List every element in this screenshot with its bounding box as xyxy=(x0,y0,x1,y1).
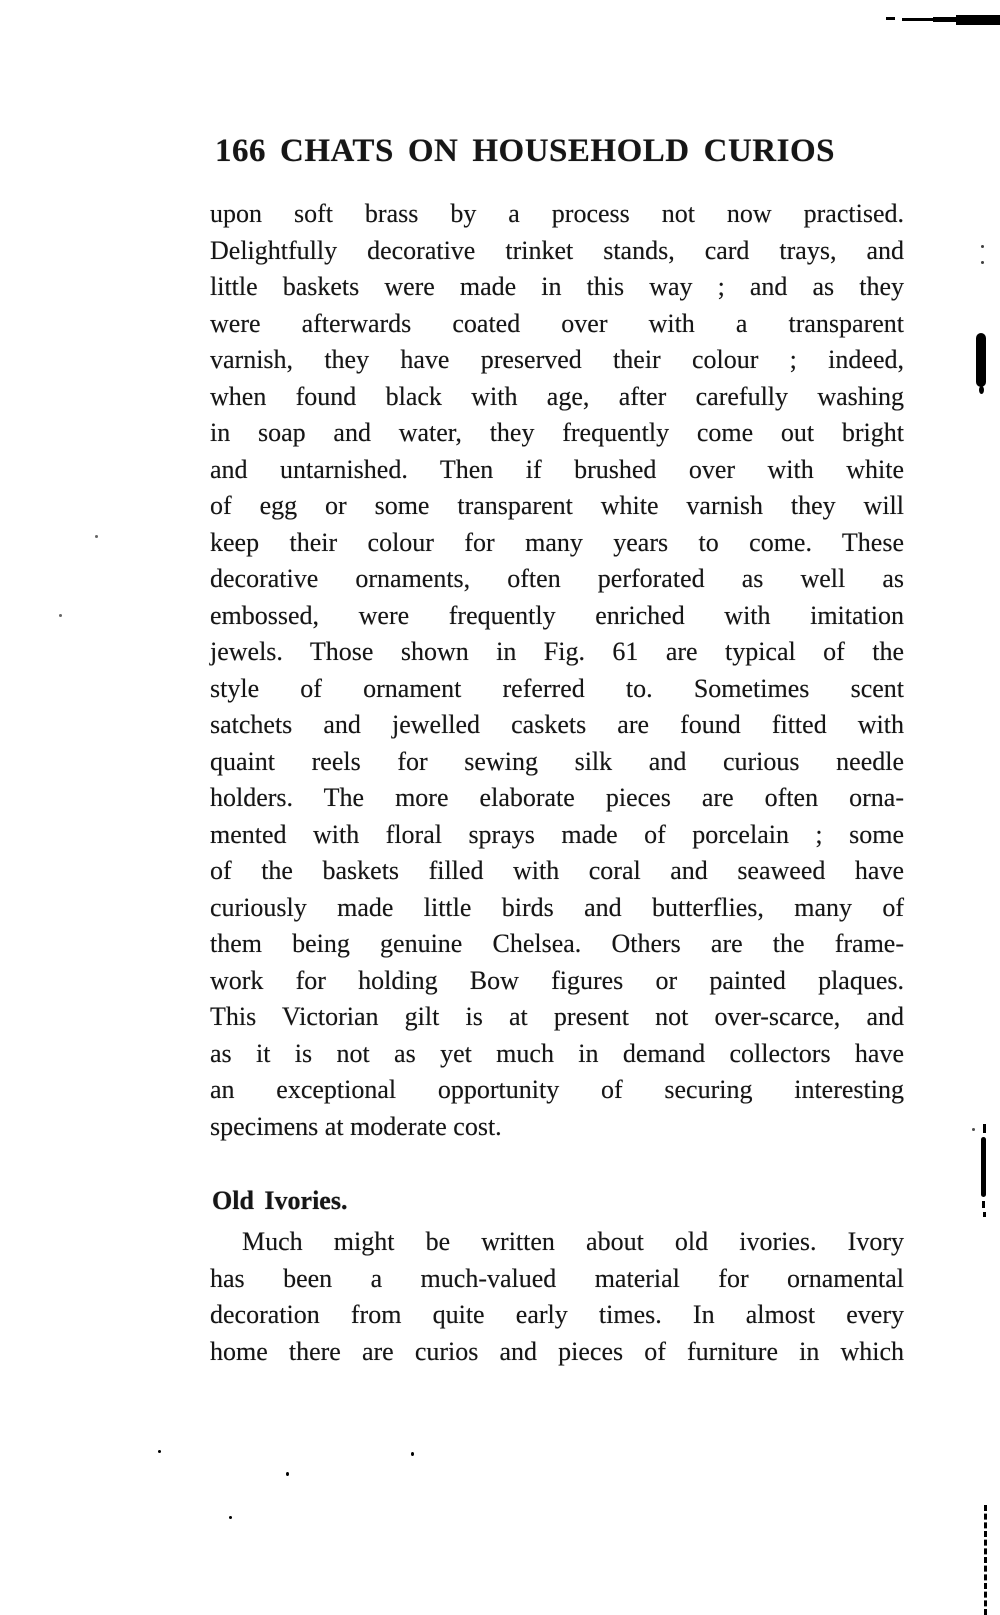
text-line: mented with floral sprays made of porcelain ; some xyxy=(210,819,904,849)
text-line: quaint reels for sewing silk and curious needle xyxy=(210,746,904,776)
text-line: an exceptional opportunity of securing interesting xyxy=(210,1075,904,1104)
scan-speck xyxy=(158,1450,161,1453)
scan-mark-margin-blob xyxy=(976,333,986,387)
text-line: curiously made little birds and butterflies, many of xyxy=(210,892,904,922)
paragraph-2 xyxy=(210,1224,904,1370)
text-line: them being genuine Chelsea. Others are the frame- xyxy=(210,929,904,958)
text-line: keep their colour for many years to come. These xyxy=(210,527,904,557)
scan-mark-margin-line-seg xyxy=(982,1201,985,1208)
running-title: CHATS ON HOUSEHOLD CURIOS xyxy=(280,133,835,169)
text-line: specimens at moderate cost. xyxy=(210,1111,502,1141)
text-line: of egg or some transparent white varnish they will xyxy=(210,491,904,520)
scan-speck xyxy=(95,535,98,538)
page-number: 166 xyxy=(215,133,266,169)
text-line: home there are curios and pieces of furniture in which xyxy=(210,1336,904,1366)
scan-mark-bottom-dash-line xyxy=(984,1505,987,1615)
scan-speck xyxy=(59,614,62,617)
scan-mark-margin-line-seg xyxy=(983,1212,986,1217)
text-line: embossed, were frequently enriched with imitation xyxy=(210,600,904,630)
paragraph-1 xyxy=(210,196,904,1145)
scan-mark-margin-line-hook xyxy=(983,1124,986,1133)
text-line: Much might be written about old ivories. Ivory xyxy=(242,1227,904,1256)
text-line: holders. The more elaborate pieces are often orna- xyxy=(210,783,904,812)
scan-mark-blob-tail xyxy=(979,386,984,394)
text-line: decorative ornaments, often perforated as well as xyxy=(210,564,904,593)
text-line: of the baskets filled with coral and seaweed have xyxy=(210,856,904,885)
text-line: little baskets were made in this way ; and as they xyxy=(210,272,904,301)
running-head xyxy=(215,131,835,171)
scan-mark-top-rule-dash xyxy=(886,17,895,20)
text-line: style of ornament referred to. Sometimes scent xyxy=(210,673,904,703)
scan-mark-margin-line xyxy=(981,1137,986,1197)
text-line: has been a much-valued material for ornamental xyxy=(210,1263,904,1293)
scan-mark-top-rule-thick xyxy=(956,15,1000,25)
scan-speck xyxy=(981,245,984,248)
text-line: Delightfully decorative trinket stands, card trays, and xyxy=(210,235,904,265)
section-heading: Old Ivories. xyxy=(212,1186,348,1215)
scan-speck xyxy=(229,1516,232,1519)
text-line: as it is not as yet much in demand collectors have xyxy=(210,1038,904,1068)
text-line: when found black with age, after carefully washing xyxy=(210,381,904,411)
scan-speck xyxy=(411,1452,414,1456)
text-line: upon soft brass by a process not now practised. xyxy=(210,199,904,228)
text-line: satchets and jewelled caskets are found fitted with xyxy=(210,710,904,739)
text-line: jewels. Those shown in Fig. 61 are typical of the xyxy=(210,637,904,666)
scan-speck xyxy=(981,261,984,264)
text-line: decoration from quite early times. In almost every xyxy=(210,1300,904,1329)
text-line: in soap and water, they frequently come out bright xyxy=(210,418,904,447)
scan-speck xyxy=(286,1472,289,1476)
text-line: and untarnished. Then if brushed over with white xyxy=(210,454,904,484)
scan-speck xyxy=(972,1128,975,1131)
text-line: were afterwards coated over with a transparent xyxy=(210,308,904,338)
text-line: work for holding Bow figures or painted plaques. xyxy=(210,965,904,995)
text-line: varnish, they have preserved their colour ; indeed, xyxy=(210,345,904,374)
text-line: This Victorian gilt is at present not over-scarce, and xyxy=(210,1002,904,1031)
